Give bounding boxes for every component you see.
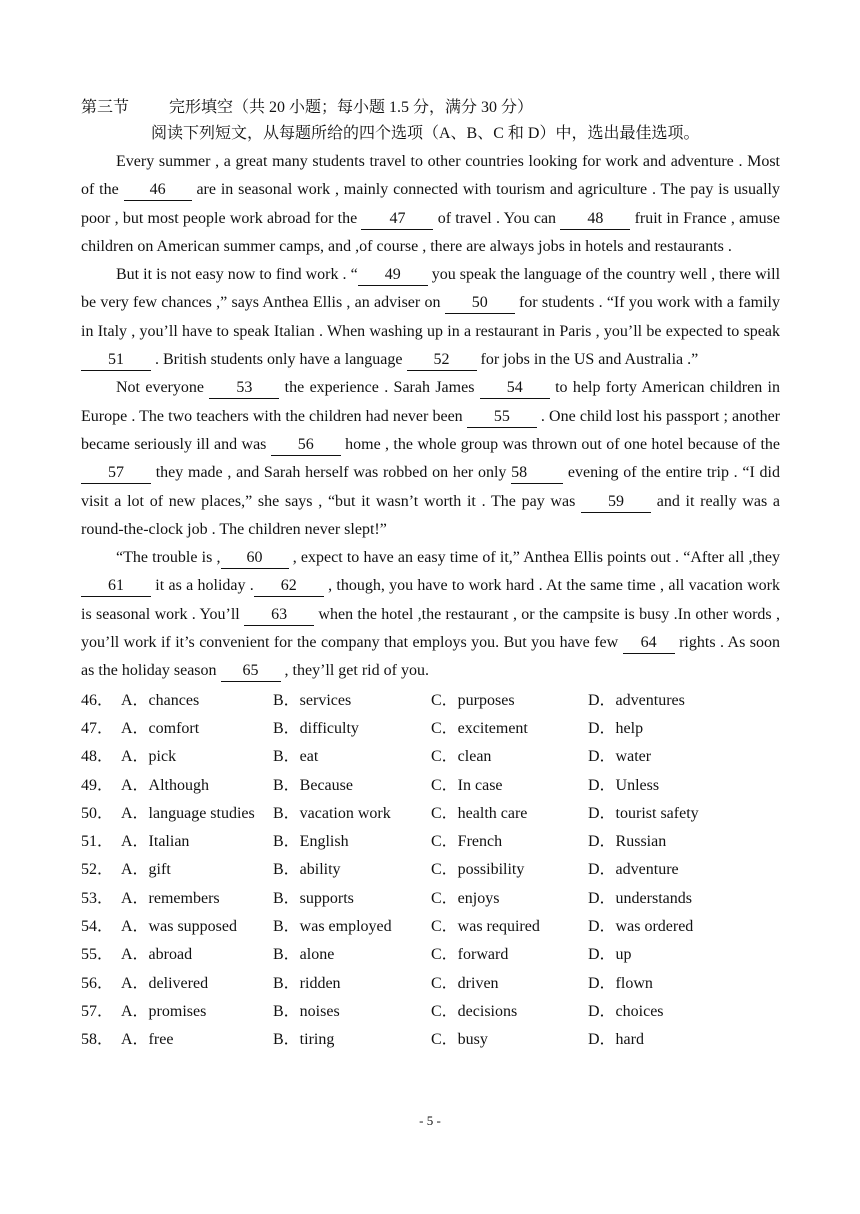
text: , though, you have to work hard . At the same time , all vacation work is seasonal work . You’ll [81, 577, 780, 623]
question-row [81, 715, 780, 743]
section-instruction: 阅读下列短文，从每题所给的四个选项（A、B、C 和 D）中，选出最佳选项。 [151, 125, 700, 142]
option-c: C．forward [431, 946, 509, 964]
text: they made , and Sarah herself was robbed on her only [151, 464, 512, 482]
question-row [81, 828, 780, 856]
option-c: C．decisions [431, 1002, 518, 1020]
question-row [81, 800, 780, 828]
option-d: D．choices [588, 1002, 664, 1020]
question-row [81, 998, 780, 1026]
option-b: B．eat [273, 748, 319, 766]
question-number: 47． [81, 719, 114, 737]
blank-57: 57 [81, 463, 151, 484]
question-row [81, 1026, 780, 1054]
blank-50: 50 [445, 293, 515, 314]
option-c: C．busy [431, 1031, 488, 1049]
blank-49: 49 [358, 265, 428, 286]
option-c: C．possibility [431, 861, 525, 879]
question-row [81, 913, 780, 941]
section-heading [81, 96, 780, 120]
option-d: D．water [588, 748, 652, 766]
option-b: B．Because [273, 776, 353, 794]
passage-paragraph-1 [81, 148, 780, 261]
blank-53: 53 [209, 378, 279, 399]
section-label: 第三节 [81, 99, 130, 116]
blank-64: 64 [623, 633, 675, 654]
question-number: 54． [81, 918, 114, 936]
option-d: D．up [588, 946, 632, 964]
option-b: B．ridden [273, 974, 341, 992]
option-a: A．abroad [121, 946, 193, 964]
option-a: A．chances [121, 691, 200, 709]
option-d: D．Unless [588, 776, 660, 794]
text: are in seasonal work , mainly connected with tourism and agriculture . The pay is usually poor , but most people work abroad for the [81, 181, 780, 227]
blank-60: 60 [221, 548, 289, 569]
text: and it really was a round-the-clock job . The children never slept!” [81, 492, 781, 538]
question-options [81, 687, 780, 1055]
question-row [81, 970, 780, 998]
question-number: 56． [81, 974, 114, 992]
text: “The trouble is , [116, 549, 221, 567]
option-d: D．flown [588, 974, 653, 992]
page-number: - 5 - [419, 1113, 441, 1128]
option-c: C．enjoys [431, 889, 500, 907]
blank-59: 59 [581, 492, 651, 513]
option-b: B．noises [273, 1002, 340, 1020]
blank-62: 62 [254, 576, 324, 597]
option-b: B．supports [273, 889, 354, 907]
blank-65: 65 [221, 661, 281, 682]
option-d: D．help [588, 719, 644, 737]
text: rights . As soon as the holiday season [81, 634, 780, 680]
text: , expect to have an easy time of it,” Anthea Ellis points out . “After all ,they [288, 549, 780, 567]
text: . British students only have a language [151, 351, 407, 369]
option-d: D．tourist safety [588, 804, 699, 822]
text: Not everyone [116, 379, 210, 397]
option-a: A．Although [121, 776, 210, 794]
passage-paragraph-3 [81, 374, 780, 544]
blank-46: 46 [124, 180, 192, 201]
passage-paragraph-2 [81, 261, 780, 374]
question-number: 52． [81, 861, 114, 879]
option-d: D．adventure [588, 861, 679, 879]
text: when the hotel ,the restaurant , or the campsite is busy .In other words , you’ll work if it’s convenient for the company that employs you. But you have few [81, 605, 780, 652]
option-a: A．Italian [121, 833, 190, 851]
blank-61: 61 [81, 576, 151, 597]
text: Every summer , a great many students travel to other countries looking for work and adventure . Most of the [81, 153, 780, 199]
option-b: B．alone [273, 946, 335, 964]
option-c: C．driven [431, 974, 499, 992]
option-b: B．tiring [273, 1031, 335, 1049]
question-number: 57． [81, 1002, 114, 1020]
option-b: B．difficulty [273, 719, 359, 737]
question-row [81, 885, 780, 913]
text: . One child lost his passport ; another became seriously ill and was [81, 407, 780, 453]
question-number: 53． [81, 889, 114, 907]
option-a: A．free [121, 1031, 174, 1049]
text: But it is not easy now to find work . “ [116, 266, 358, 284]
question-row [81, 941, 780, 969]
option-c: C．French [431, 833, 503, 851]
option-b: B．services [273, 691, 352, 709]
blank-52: 52 [407, 350, 477, 371]
question-number: 50． [81, 804, 114, 822]
question-row [81, 743, 780, 771]
blank-47: 47 [361, 209, 433, 230]
text: fruit in France , amuse children on American summer camps, and ,of course , there are always jobs in hotels and restaurants . [81, 209, 781, 255]
option-a: A．language studies [121, 804, 255, 822]
blank-58: 58 [511, 463, 563, 484]
option-a: A．was supposed [121, 918, 237, 936]
question-number: 58． [81, 1031, 114, 1049]
option-a: A．gift [121, 861, 171, 879]
text: for students . “If you work with a family in Italy , you’ll have to speak Italian . When washing up in a restaurant in Paris , you’ll be expected to speak [81, 294, 781, 340]
text: evening of the entire trip . “I did visit a lot of new places,” she says , “but it wasn’t worth it . The pay was [81, 464, 780, 510]
text: to help forty American children in Europe . The two teachers with the children had never been [81, 379, 780, 425]
question-number: 49． [81, 776, 114, 794]
question-number: 55． [81, 946, 114, 964]
section-title: 完形填空（共 20 小题；每小题 1.5 分，满分 30 分） [169, 99, 534, 116]
option-a: A．delivered [121, 974, 209, 992]
exam-page [81, 96, 780, 1055]
option-c: C．was required [431, 918, 540, 936]
text: , they’ll get rid of you. [280, 662, 429, 680]
text: it as a holiday . [151, 577, 254, 595]
blank-56: 56 [271, 435, 341, 456]
option-b: B．vacation work [273, 804, 391, 822]
option-b: B．English [273, 833, 349, 851]
option-a: A．comfort [121, 719, 200, 737]
question-number: 51． [81, 833, 114, 851]
question-row [81, 772, 780, 800]
option-b: B．ability [273, 861, 341, 879]
option-c: C．In case [431, 776, 503, 794]
option-a: A．remembers [121, 889, 220, 907]
question-row [81, 856, 780, 884]
option-c: C．purposes [431, 691, 515, 709]
text: of travel . You can [433, 209, 561, 227]
text: home , the whole group was thrown out of one hotel because of the [340, 435, 781, 453]
text: you speak the language of the country well , there will be very few chances ,” says Anthea Ellis , an adviser on [81, 266, 781, 312]
option-d: D．understands [588, 889, 692, 907]
option-d: D．was ordered [588, 918, 694, 936]
option-c: C．clean [431, 748, 492, 766]
blank-63: 63 [244, 605, 314, 626]
question-number: 46． [81, 691, 114, 709]
option-a: A．promises [121, 1002, 207, 1020]
option-d: D．Russian [588, 833, 667, 851]
option-d: D．adventures [588, 691, 685, 709]
blank-48: 48 [560, 209, 630, 230]
option-d: D．hard [588, 1031, 644, 1049]
option-b: B．was employed [273, 918, 392, 936]
text: for jobs in the US and Australia .” [476, 351, 699, 369]
blank-51: 51 [81, 350, 151, 371]
option-a: A．pick [121, 748, 177, 766]
passage-paragraph-4 [81, 544, 780, 685]
question-number: 48． [81, 748, 114, 766]
option-c: C．excitement [431, 719, 528, 737]
blank-55: 55 [467, 407, 537, 428]
text: the experience . Sarah James [279, 379, 480, 397]
blank-54: 54 [480, 378, 550, 399]
option-c: C．health care [431, 804, 528, 822]
question-row [81, 687, 780, 715]
